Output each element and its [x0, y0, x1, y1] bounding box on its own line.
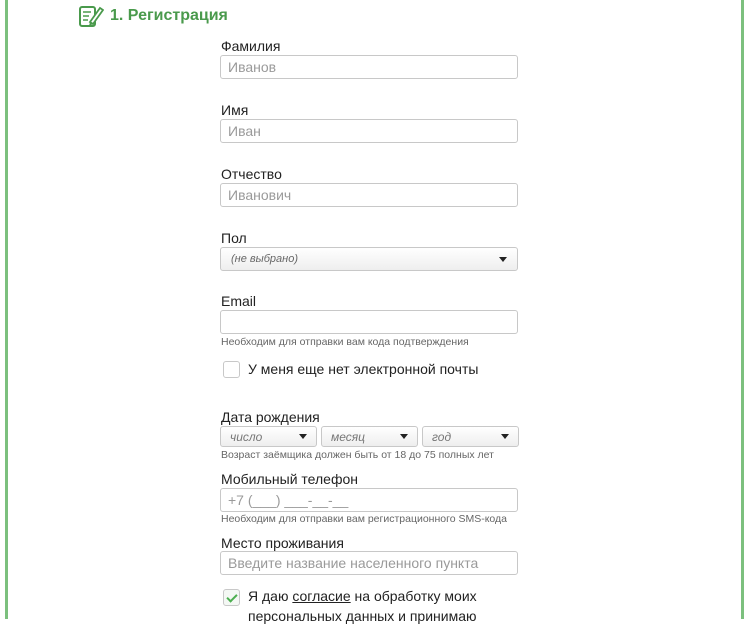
gender-select[interactable] — [220, 247, 518, 271]
surname-label: Фамилия — [221, 38, 281, 54]
consent-text-before: Я даю — [248, 588, 293, 604]
residence-label: Место проживания — [221, 535, 344, 551]
page-title: 1. Регистрация — [110, 7, 228, 24]
birth-day-select[interactable] — [220, 426, 317, 447]
phone-hint: Необходим для отправки вам регистрационного SMS-кода — [221, 513, 507, 525]
birth-month-value: месяц — [331, 429, 366, 444]
birthdate-label: Дата рождения — [221, 409, 320, 425]
consent-text-after: на обработку моих персональных данных и принимаю — [248, 588, 477, 624]
phone-label: Мобильный телефон — [221, 471, 358, 487]
patronymic-label: Отчество — [221, 166, 282, 182]
birthdate-hint: Возраст заёмщика должен быть от 18 до 75 полных лет — [221, 449, 494, 461]
chevron-down-icon — [299, 434, 307, 439]
pencil-form-icon — [76, 2, 104, 30]
email-label: Email — [221, 293, 257, 309]
gender-label: Пол — [221, 230, 247, 246]
phone-input[interactable] — [220, 488, 518, 512]
birth-month-select[interactable] — [321, 426, 418, 447]
chevron-down-icon — [400, 434, 408, 439]
patronymic-input[interactable] — [220, 183, 518, 207]
gender-select-value: (не выбрано) — [231, 253, 298, 265]
chevron-down-icon — [499, 257, 507, 262]
email-input[interactable] — [220, 310, 518, 334]
residence-input[interactable] — [220, 551, 518, 575]
email-hint: Необходим для отправки вам кода подтверждения — [221, 336, 469, 348]
birth-year-value: год — [432, 429, 452, 444]
no-email-label: У меня еще нет электронной почты — [248, 361, 479, 377]
chevron-down-icon — [501, 434, 509, 439]
consent-link[interactable]: согласие — [292, 588, 351, 604]
name-label: Имя — [221, 102, 249, 118]
section-header — [76, 2, 228, 30]
birth-year-select[interactable] — [422, 426, 519, 447]
birth-day-value: число — [230, 429, 263, 444]
no-email-checkbox[interactable] — [223, 361, 240, 378]
name-input[interactable] — [220, 119, 518, 143]
consent-checkbox[interactable] — [223, 589, 240, 606]
consent-text — [248, 586, 508, 626]
surname-input[interactable] — [220, 55, 518, 79]
